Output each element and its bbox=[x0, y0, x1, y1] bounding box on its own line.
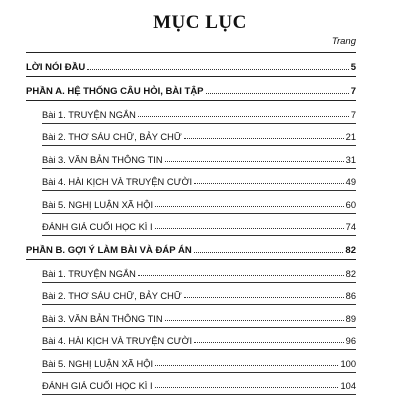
toc-entry-a-bai-2[interactable] bbox=[42, 124, 356, 147]
toc-entry-page: 21 bbox=[345, 132, 356, 142]
toc-entry-page: 5 bbox=[350, 62, 356, 73]
toc-entry-label: Bài 3. VĂN BẢN THÔNG TIN bbox=[42, 154, 163, 165]
toc-entry-phan-b[interactable] bbox=[26, 236, 356, 260]
toc-entry-label: LỜI NÓI ĐẦU bbox=[26, 62, 86, 73]
toc-entry-page: 60 bbox=[345, 199, 356, 210]
dot-leader bbox=[194, 342, 344, 343]
toc-entry-b-bai-2[interactable] bbox=[42, 283, 356, 306]
toc-entry-label: ĐÁNH GIÁ CUỐI HỌC KÌ I bbox=[42, 381, 153, 391]
toc-entry-b-bai-4[interactable] bbox=[42, 328, 356, 351]
page-column-label: Trang bbox=[331, 36, 356, 47]
dot-leader bbox=[165, 320, 344, 321]
page-title: MỤC LỤC bbox=[153, 12, 247, 33]
toc-entry-a-bai-4[interactable] bbox=[42, 169, 356, 192]
toc-entry-label: Bài 5. NGHỊ LUẬN XÃ HỘI bbox=[42, 199, 154, 210]
toc-entry-label: PHẦN B. GỢI Ý LÀM BÀI VÀ ĐÁP ÁN bbox=[26, 245, 192, 256]
toc-entry-label: ĐÁNH GIÁ CUỐI HỌC KÌ I bbox=[42, 222, 153, 232]
dot-leader bbox=[138, 275, 344, 276]
dot-leader bbox=[194, 252, 344, 253]
toc-entry-label: Bài 5. NGHỊ LUẬN XÃ HỘI bbox=[42, 358, 154, 369]
toc-entry-phan-a[interactable] bbox=[26, 77, 356, 101]
dot-leader bbox=[194, 183, 344, 184]
dot-leader bbox=[155, 206, 344, 207]
dot-leader bbox=[206, 93, 349, 94]
toc-entry-a-bai-3[interactable] bbox=[42, 146, 356, 169]
dot-leader bbox=[184, 297, 344, 298]
toc-entry-page: 96 bbox=[345, 336, 356, 346]
toc-entry-b-danh-gia[interactable] bbox=[42, 373, 356, 396]
toc-entry-label: Bài 4. HÀI KỊCH VÀ TRUYỆN CƯỜI bbox=[42, 177, 193, 187]
toc-entry-page: 74 bbox=[345, 222, 356, 232]
dot-leader bbox=[155, 228, 344, 229]
dot-leader bbox=[155, 365, 338, 366]
toc-entry-a-danh-gia[interactable] bbox=[42, 214, 356, 237]
toc-entry-label: Bài 3. VĂN BẢN THÔNG TIN bbox=[42, 313, 163, 324]
toc-entry-b-bai-3[interactable] bbox=[42, 305, 356, 328]
toc-entry-page: 86 bbox=[345, 291, 356, 301]
toc-entry-label: Bài 2. THƠ SÁU CHỮ, BẢY CHỮ bbox=[42, 132, 182, 142]
dot-leader bbox=[155, 387, 339, 388]
toc-entry-page: 104 bbox=[340, 381, 356, 391]
toc-entry-b-bai-1[interactable] bbox=[42, 260, 356, 283]
toc-entry-label: Bài 4. HÀI KỊCH VÀ TRUYỆN CƯỜI bbox=[42, 336, 193, 346]
toc-entry-page: 31 bbox=[345, 154, 356, 165]
toc-entry-label: Bài 1. TRUYỆN NGẮN bbox=[42, 268, 136, 279]
toc-entry-page: 7 bbox=[350, 86, 356, 97]
toc-entry-label: PHẦN A. HỆ THỐNG CÂU HỎI, BÀI TẬP bbox=[26, 86, 204, 97]
dot-leader bbox=[87, 69, 348, 70]
toc-entry-a-bai-1[interactable] bbox=[42, 101, 356, 124]
dot-leader bbox=[138, 116, 349, 117]
toc-entry-page: 89 bbox=[345, 313, 356, 324]
table-of-contents bbox=[26, 52, 356, 395]
toc-entry-b-bai-5[interactable] bbox=[42, 350, 356, 373]
dot-leader bbox=[165, 161, 344, 162]
toc-entry-page: 100 bbox=[340, 358, 356, 369]
toc-entry-label: Bài 1. TRUYỆN NGẮN bbox=[42, 109, 136, 120]
toc-entry-loi-noi-dau[interactable] bbox=[26, 53, 356, 77]
toc-entry-page: 82 bbox=[345, 245, 356, 256]
toc-entry-page: 7 bbox=[350, 109, 356, 120]
toc-entry-label: Bài 2. THƠ SÁU CHỮ, BẢY CHỮ bbox=[42, 291, 182, 301]
toc-entry-page: 82 bbox=[345, 268, 356, 279]
toc-entry-page: 49 bbox=[345, 177, 356, 187]
toc-entry-a-bai-5[interactable] bbox=[42, 191, 356, 214]
dot-leader bbox=[184, 138, 344, 139]
